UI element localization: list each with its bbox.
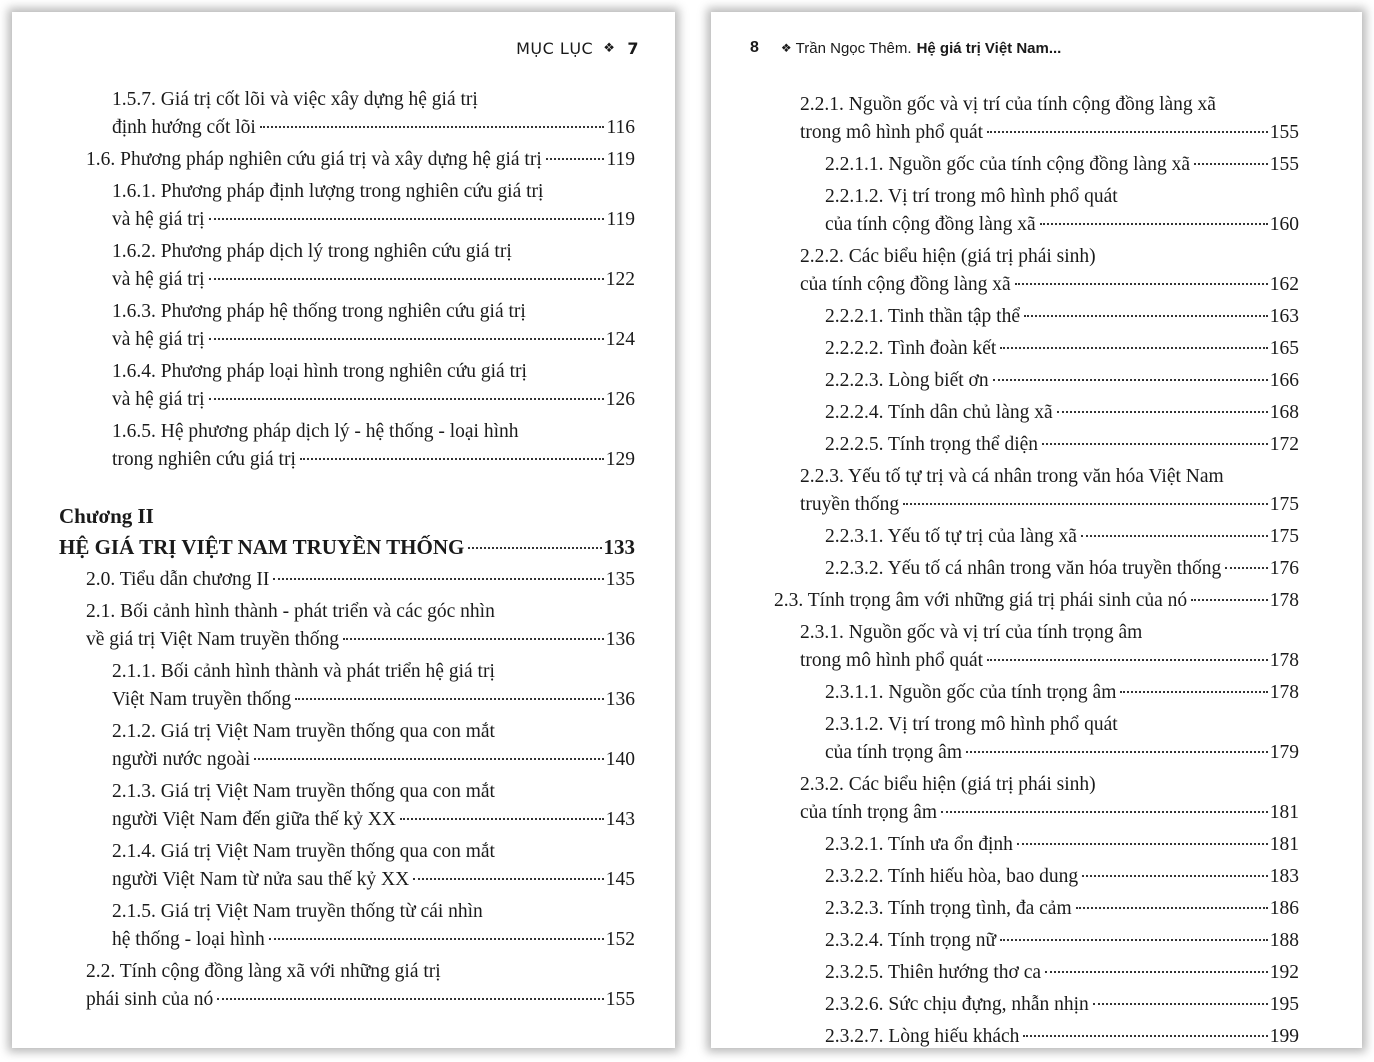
toc-page-number: 135 [605, 569, 635, 590]
dot-leader [1057, 411, 1268, 413]
page-number: 8 [750, 39, 759, 56]
page-number: 7 [627, 38, 639, 58]
toc-entry [711, 183, 1362, 239]
toc-entry-line [825, 991, 1299, 1019]
dot-leader [987, 659, 1268, 661]
toc-entry-title: 1.6.1. Phương pháp định lượng trong nghiên cứu giá trị [112, 181, 544, 202]
chapter-page-number: 133 [603, 535, 635, 559]
dot-leader [1194, 163, 1268, 165]
toc-page-number: 119 [606, 149, 635, 170]
toc-entry [12, 718, 675, 774]
toc-page-number: 155 [1269, 122, 1299, 143]
toc-entry-title: 2.3.1.2. Vị trí trong mô hình phổ quát [825, 714, 1118, 735]
toc-entry-title: trong mô hình phổ quát [800, 122, 984, 143]
toc-entry-title: định hướng cốt lõi [112, 117, 256, 138]
toc-page-number: 199 [1269, 1026, 1299, 1047]
toc-entry-line [825, 679, 1299, 707]
dot-leader [1076, 907, 1268, 909]
dot-leader [1023, 1035, 1267, 1037]
toc-entry-line [112, 386, 635, 414]
toc-entry [12, 86, 675, 142]
toc-page-number: 165 [1269, 338, 1299, 359]
toc-page-number: 122 [605, 269, 635, 290]
dot-leader [1081, 535, 1268, 537]
toc-page-number: 143 [605, 809, 635, 830]
dot-leader [343, 638, 604, 640]
toc-page-number: 175 [1269, 494, 1299, 515]
toc-entry [711, 335, 1362, 363]
toc-entry [711, 771, 1362, 827]
toc-entry-title: truyền thống [800, 494, 900, 515]
toc-entry-line [112, 866, 635, 894]
toc-entry-line [825, 739, 1299, 767]
toc-page-number: 188 [1269, 930, 1299, 951]
toc-page-number: 172 [1269, 434, 1299, 455]
toc-entry-title: 2.3.2.2. Tính hiếu hòa, bao dung [825, 866, 1079, 887]
toc-entry [12, 298, 675, 354]
dot-leader [269, 938, 604, 940]
toc-page-number: 155 [1269, 154, 1299, 175]
toc-entry-title: 2.2.2.5. Tính trọng thể diện [825, 434, 1039, 455]
toc-entry-title: và hệ giá trị [112, 389, 205, 410]
toc-entry [711, 831, 1362, 859]
toc-entry-title: trong mô hình phổ quát [800, 650, 984, 671]
dot-leader [941, 811, 1268, 813]
toc-entry-title: 2.1.2. Giá trị Việt Nam truyền thống qua con mắt [112, 721, 495, 742]
toc-section-continued [711, 91, 1362, 1048]
toc-entry-title: 2.2.2.1. Tinh thần tập thể [825, 306, 1021, 327]
toc-entry-title: người nước ngoài [112, 749, 251, 770]
toc-entry-line [800, 491, 1299, 519]
toc-entry [711, 431, 1362, 459]
toc-entry [711, 863, 1362, 891]
dot-leader [209, 278, 604, 280]
toc-entry-title: 2.3.1. Nguồn gốc và vị trí của tính trọng âm [800, 622, 1143, 643]
toc-entry-line [800, 647, 1299, 675]
toc-entry-line [825, 523, 1299, 551]
toc-page-number: 178 [1269, 650, 1299, 671]
toc-page-number: 162 [1269, 274, 1299, 295]
toc-entry-title: 2.2.3.2. Yếu tố cá nhân trong văn hóa truyền thống [825, 558, 1222, 579]
toc-entry [711, 895, 1362, 923]
toc-entry [12, 178, 675, 234]
toc-entry-title: về giá trị Việt Nam truyền thống [86, 629, 339, 650]
toc-entry-title: 2.3.2.1. Tính ưa ổn định [825, 834, 1013, 855]
toc-entry-title: và hệ giá trị [112, 209, 205, 230]
toc-page-number: 178 [1269, 682, 1299, 703]
dot-leader [1082, 875, 1268, 877]
header-book-title: Hệ giá trị Việt Nam... [916, 39, 1062, 57]
toc-page-number: 175 [1269, 526, 1299, 547]
ornament-icon: ❖ [603, 40, 616, 56]
dot-leader [413, 878, 604, 880]
toc-section-chapter-1 [12, 86, 675, 474]
dot-leader [260, 126, 605, 128]
toc-entry-line [825, 211, 1299, 239]
toc-entry [711, 367, 1362, 395]
toc-entry-line [825, 151, 1299, 179]
header-section-title: MỤC LỤC [516, 38, 594, 58]
toc-page-number: 129 [605, 449, 635, 470]
toc-entry-line [112, 114, 635, 142]
toc-page-number: 136 [605, 629, 635, 650]
toc-entry [12, 418, 675, 474]
toc-entry-line [86, 626, 635, 654]
toc-entry-title: 2.1.4. Giá trị Việt Nam truyền thống qua con mắt [112, 841, 495, 862]
dot-leader [1225, 567, 1268, 569]
dot-leader [254, 758, 604, 760]
toc-entry-line [800, 271, 1299, 299]
toc-entry [12, 778, 675, 834]
toc-page-number: 124 [605, 329, 635, 350]
toc-entry-title: và hệ giá trị [112, 329, 205, 350]
toc-entry-title: 2.2.3.1. Yếu tố tự trị của làng xã [825, 526, 1077, 547]
toc-page-number: 178 [1269, 590, 1299, 611]
toc-entry-title: 2.1.1. Bối cảnh hình thành và phát triển hệ giá trị [112, 661, 495, 682]
dot-leader [987, 131, 1268, 133]
toc-entry-title: 1.6.4. Phương pháp loại hình trong nghiên cứu giá trị [112, 361, 527, 382]
toc-page-number: 192 [1269, 962, 1299, 983]
dot-leader [1000, 939, 1268, 941]
toc-entry-line [112, 206, 635, 234]
toc-entry-title: 2.2.2.3. Lòng biết ơn [825, 370, 989, 391]
toc-entry-title: 2.3. Tính trọng âm với những giá trị phái sinh của nó [774, 590, 1188, 611]
toc-entry-line [825, 555, 1299, 583]
toc-page-number: 160 [1269, 214, 1299, 235]
toc-entry [711, 587, 1362, 615]
toc-page-number: 179 [1269, 742, 1299, 763]
toc-page-number: 176 [1269, 558, 1299, 579]
toc-entry-line [112, 266, 635, 294]
dot-leader [400, 818, 604, 820]
toc-entry-title: 2.2.1.2. Vị trí trong mô hình phổ quát [825, 186, 1118, 207]
toc-entry-title: 1.6.5. Hệ phương pháp dịch lý - hệ thống - loại hình [112, 421, 519, 442]
toc-page-number: 166 [1269, 370, 1299, 391]
toc-page-number: 145 [605, 869, 635, 890]
dot-leader [209, 218, 605, 220]
toc-entry-title: 2.3.2.4. Tính trọng nữ [825, 930, 997, 951]
dot-leader [993, 379, 1268, 381]
dot-leader [217, 998, 603, 1000]
dot-leader [300, 458, 604, 460]
toc-entry [711, 619, 1362, 675]
toc-page-number: 168 [1269, 402, 1299, 423]
toc-entry [711, 399, 1362, 427]
toc-entry [711, 959, 1362, 987]
toc-page-number: 136 [605, 689, 635, 710]
toc-entry-title: 2.3.1.1. Nguồn gốc của tính trọng âm [825, 682, 1117, 703]
toc-entry-line [825, 959, 1299, 987]
toc-entry-title: 2.2.2.2. Tình đoàn kết [825, 338, 997, 359]
running-header [516, 36, 639, 60]
toc-entry-line [825, 431, 1299, 459]
toc-entry-line [112, 686, 635, 714]
toc-entry-title: 1.6.3. Phương pháp hệ thống trong nghiên cứu giá trị [112, 301, 526, 322]
toc-page-number: 140 [605, 749, 635, 770]
toc-entry-line [825, 399, 1299, 427]
left-page [12, 12, 675, 1048]
toc-entry-title: phái sinh của nó [86, 989, 214, 1010]
dot-leader [966, 751, 1268, 753]
chapter-label: Chương II [59, 504, 154, 528]
toc-entry [711, 711, 1362, 767]
toc-entry-title: của tính cộng đồng làng xã [825, 214, 1036, 235]
toc-entry-title: 2.1.3. Giá trị Việt Nam truyền thống qua con mắt [112, 781, 495, 802]
toc-entry-title: 2.3.2.6. Sức chịu đựng, nhẫn nhịn [825, 994, 1089, 1015]
toc-entry-line [112, 446, 635, 474]
toc-entry [12, 238, 675, 294]
toc-entry [711, 1023, 1362, 1048]
toc-entry-title: 2.3.2.3. Tính trọng tình, đa cảm [825, 898, 1072, 919]
toc-entry-title: hệ thống - loại hình [112, 929, 265, 950]
toc-entry-line [86, 146, 635, 174]
dot-leader [209, 338, 604, 340]
toc-entry-title: của tính cộng đồng làng xã [800, 274, 1011, 295]
toc-entry-title: 1.6.2. Phương pháp dịch lý trong nghiên cứu giá trị [112, 241, 512, 262]
toc-entry-title: 2.3.2.5. Thiên hướng thơ ca [825, 962, 1042, 983]
toc-entry-line [86, 566, 635, 594]
dot-leader [209, 398, 604, 400]
dot-leader [1040, 223, 1268, 225]
toc-entry-title: trong nghiên cứu giá trị [112, 449, 296, 470]
toc-entry-title: 2.2.1.1. Nguồn gốc của tính cộng đồng làng xã [825, 154, 1191, 175]
toc-entry [12, 146, 675, 174]
toc-entry-title: 2.2. Tính cộng đồng làng xã với những giá trị [86, 961, 441, 982]
toc-entry [711, 927, 1362, 955]
toc-entry [711, 243, 1362, 299]
toc-entry [12, 566, 675, 594]
toc-page-number: 195 [1269, 994, 1299, 1015]
toc-entry-title: của tính trọng âm [800, 802, 938, 823]
dot-leader [1024, 315, 1268, 317]
dot-leader [468, 547, 601, 549]
toc-entry-line [825, 335, 1299, 363]
toc-page-number: 183 [1269, 866, 1299, 887]
toc-page-number: 119 [606, 209, 635, 230]
toc-entry-line [825, 831, 1299, 859]
toc-entry-line [112, 926, 635, 954]
toc-entry [711, 523, 1362, 551]
toc-entry-title: 1.5.7. Giá trị cốt lõi và việc xây dựng hệ giá trị [112, 89, 478, 110]
toc-entry [12, 898, 675, 954]
toc-entry [711, 679, 1362, 707]
running-header [750, 36, 1061, 60]
toc-entry-title: 2.3.2. Các biểu hiện (giá trị phái sinh) [800, 774, 1096, 795]
dot-leader [1093, 1003, 1268, 1005]
toc-entry-line [86, 986, 635, 1014]
table-of-contents [711, 91, 1362, 1048]
toc-entry-title: 1.6. Phương pháp nghiên cứu giá trị và xây dựng hệ giá trị [86, 149, 542, 170]
toc-entry-title: 2.3.2.7. Lòng hiếu khách [825, 1026, 1020, 1047]
toc-page-number: 155 [605, 989, 635, 1010]
chapter-title: HỆ GIÁ TRỊ VIỆT NAM TRUYỀN THỐNG [59, 535, 465, 559]
toc-entry-title: 2.1.5. Giá trị Việt Nam truyền thống từ cái nhìn [112, 901, 483, 922]
dot-leader [295, 698, 604, 700]
dot-leader [546, 158, 605, 160]
chapter-title-line [59, 532, 635, 562]
toc-entry [12, 958, 675, 1014]
toc-entry-line [825, 927, 1299, 955]
toc-entry-title: 2.0. Tiểu dẫn chương II [86, 569, 270, 590]
table-of-contents [12, 86, 675, 1018]
toc-entry [12, 838, 675, 894]
toc-page-number: 181 [1269, 802, 1299, 823]
toc-entry-title: và hệ giá trị [112, 269, 205, 290]
header-author: Trần Ngọc Thêm. [795, 39, 912, 57]
toc-entry [711, 991, 1362, 1019]
toc-page-number: 126 [605, 389, 635, 410]
toc-entry-title: 2.2.2. Các biểu hiện (giá trị phái sinh) [800, 246, 1096, 267]
toc-entry [711, 303, 1362, 331]
toc-entry-line [825, 1023, 1299, 1048]
toc-entry-title: 2.2.3. Yếu tố tự trị và cá nhân trong văn hóa Việt Nam [800, 466, 1224, 487]
toc-entry-title: người Việt Nam từ nửa sau thế kỷ XX [112, 869, 410, 890]
toc-entry-title: 2.2.1. Nguồn gốc và vị trí của tính cộng đồng làng xã [800, 94, 1216, 115]
dot-leader [903, 503, 1268, 505]
toc-page-number: 186 [1269, 898, 1299, 919]
dot-leader [1042, 443, 1268, 445]
toc-entry-line [825, 367, 1299, 395]
toc-section-chapter-2 [12, 566, 675, 1014]
dot-leader [1045, 971, 1268, 973]
toc-page-number: 181 [1269, 834, 1299, 855]
toc-entry-line [112, 746, 635, 774]
toc-entry [12, 658, 675, 714]
toc-entry-line [825, 863, 1299, 891]
dot-leader [1120, 691, 1267, 693]
toc-entry-line [112, 806, 635, 834]
toc-entry-line [800, 799, 1299, 827]
toc-entry-line [112, 326, 635, 354]
toc-entry-line [825, 895, 1299, 923]
toc-entry-title: của tính trọng âm [825, 742, 963, 763]
toc-entry-title: 2.1. Bối cảnh hình thành - phát triển và các góc nhìn [86, 601, 495, 622]
chapter-heading [12, 500, 675, 562]
dot-leader [1000, 347, 1267, 349]
toc-entry [711, 91, 1362, 147]
toc-entry [711, 463, 1362, 519]
toc-entry-line [774, 587, 1299, 615]
ornament-icon: ❖ [780, 41, 792, 55]
dot-leader [1017, 843, 1268, 845]
toc-page-number: 116 [606, 117, 635, 138]
toc-entry-title: 2.2.2.4. Tính dân chủ làng xã [825, 402, 1053, 423]
toc-entry [12, 598, 675, 654]
toc-entry [711, 555, 1362, 583]
dot-leader [1015, 283, 1268, 285]
toc-page-number: 152 [605, 929, 635, 950]
toc-page-number: 163 [1269, 306, 1299, 327]
dot-leader [1191, 599, 1268, 601]
toc-entry-line [800, 119, 1299, 147]
toc-entry [12, 358, 675, 414]
toc-entry-title: Việt Nam truyền thống [112, 689, 292, 710]
toc-entry-title: người Việt Nam đến giữa thế kỷ XX [112, 809, 396, 830]
toc-entry [711, 151, 1362, 179]
toc-entry-line [825, 303, 1299, 331]
right-page [711, 12, 1362, 1048]
dot-leader [273, 578, 603, 580]
